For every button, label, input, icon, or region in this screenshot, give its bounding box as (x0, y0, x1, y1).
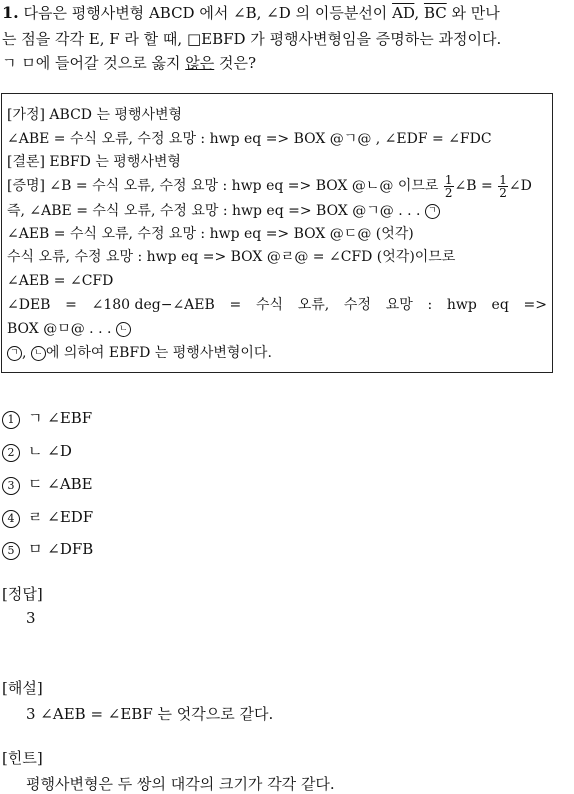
question-line-2: 는 점을 각각 E, F 라 할 때, □EBFD 가 평행사변형임을 증명하는 과정이다. (2, 30, 502, 48)
option-3[interactable] (2, 474, 93, 495)
option-text: ㄹ ∠EDF (28, 508, 94, 526)
proof-word: : (427, 297, 433, 313)
question-text-3a: ㄱ ㅁ에 들어갈 것으로 옳지 (2, 54, 186, 72)
circled-nieun-marker: ㄴ (31, 346, 46, 361)
option-number-circle: 4 (2, 510, 20, 528)
answer-label: [정답] (2, 585, 43, 603)
fraction-numerator: 1 (499, 172, 507, 187)
option-text: ㄴ ∠D (28, 442, 72, 460)
proof-word: ∠DEB (7, 297, 51, 313)
circled-nieun-marker: ㄴ (116, 322, 131, 337)
fraction-numerator: 1 (444, 172, 453, 187)
proof-text-10: BOX @ㅁ@ . . . (7, 321, 112, 337)
fraction-denominator: 2 (499, 185, 507, 200)
option-number-circle: 5 (2, 542, 20, 560)
explanation-text: 3 ∠AEB = ∠EBF 는 엇각으로 같다. (26, 705, 274, 723)
proof-text-4b: ∠B = (454, 178, 498, 194)
proof-text-4c: ∠D (508, 178, 532, 194)
option-5[interactable] (2, 539, 93, 560)
fraction-denominator: 2 (444, 185, 453, 200)
option-text: ㅁ ∠DFB (28, 540, 94, 558)
fraction-half-2 (498, 174, 508, 199)
proof-line-4 (7, 170, 532, 202)
proof-line-conclusion: [결론] EBFD 는 평행사변형 (7, 154, 181, 170)
circled-giyeok-marker: ㄱ (7, 346, 22, 361)
option-number-circle: 1 (2, 411, 20, 429)
circled-giyeok-marker: ㄱ (425, 204, 440, 219)
option-2[interactable] (2, 441, 72, 462)
proof-line-11 (7, 343, 272, 363)
proof-word: => (523, 297, 547, 313)
proof-separator: , (22, 345, 31, 361)
segment-bc: $\overline{BC}$ (423, 4, 447, 22)
question-text-3b: 것은? (214, 54, 257, 72)
question-number: 1. (2, 3, 19, 22)
option-number-circle: 2 (2, 444, 20, 462)
option-text: ㄷ ∠ABE (28, 475, 93, 493)
proof-line-9 (7, 295, 547, 315)
proof-word: eq (491, 297, 509, 313)
proof-word: 수식 (255, 297, 284, 313)
proof-text-11: 에 의하여 EBFD 는 평행사변형이다. (45, 345, 272, 361)
proof-text-5: 즉, ∠ABE = 수식 오류, 수정 요망 : hwp eq => BOX @ㄱ@ . . . (7, 203, 421, 219)
proof-line-5 (7, 201, 440, 221)
question-text-1c: 와 만나 (446, 4, 500, 22)
option-4[interactable] (2, 507, 93, 528)
segment-ad: $\overline{AD}$ (392, 4, 415, 22)
question-line-1 (2, 1, 500, 25)
answer-value: 3 (26, 609, 36, 627)
proof-word: = (229, 297, 242, 313)
proof-word: 수정 (343, 297, 371, 313)
option-1[interactable] (2, 408, 92, 429)
proof-line-assumption: [가정] ABCD 는 평행사변형 (7, 107, 183, 123)
question-emphasis: 않은 (185, 54, 215, 72)
option-number-circle: 3 (2, 477, 20, 495)
proof-line-7: 수식 오류, 수정 요망 : hwp eq => BOX @ㄹ@ = ∠CFD (엇각)이므로 (7, 249, 456, 265)
proof-line-10 (7, 319, 131, 339)
proof-line-2: ∠ABE = 수식 오류, 수정 요망 : hwp eq => BOX @ㄱ@ , ∠EDF = ∠FDC (7, 131, 492, 147)
proof-word: 오류, (297, 297, 330, 313)
hint-label: [힌트] (2, 749, 43, 767)
proof-line-8: ∠AEB = ∠CFD (7, 273, 114, 289)
proof-word: 요망 (385, 297, 413, 313)
proof-line-6: ∠AEB = 수식 오류, 수정 요망 : hwp eq => BOX @ㄷ@ (엇각) (7, 226, 414, 242)
question-text-1a: 다음은 평행사변형 ABCD 에서 ∠B, ∠D 의 이등분선이 (23, 4, 393, 22)
option-text: ㄱ ∠EBF (28, 409, 93, 427)
question-text-1b: , (414, 4, 424, 22)
explanation-label: [해설] (2, 679, 43, 697)
proof-word: ∠180 deg−∠AEB (91, 297, 215, 313)
proof-word: = (65, 297, 77, 313)
proof-word: hwp (446, 297, 477, 313)
proof-text-4a: [증명] ∠B = 수식 오류, 수정 요망 : hwp eq => BOX @ㄴ@ 이므로 (7, 178, 443, 194)
question-line-3 (2, 51, 256, 75)
proof-box (1, 93, 553, 373)
fraction-half-1 (444, 174, 454, 199)
hint-text: 평행사변형은 두 쌍의 대각의 크기가 각각 같다. (26, 775, 335, 793)
